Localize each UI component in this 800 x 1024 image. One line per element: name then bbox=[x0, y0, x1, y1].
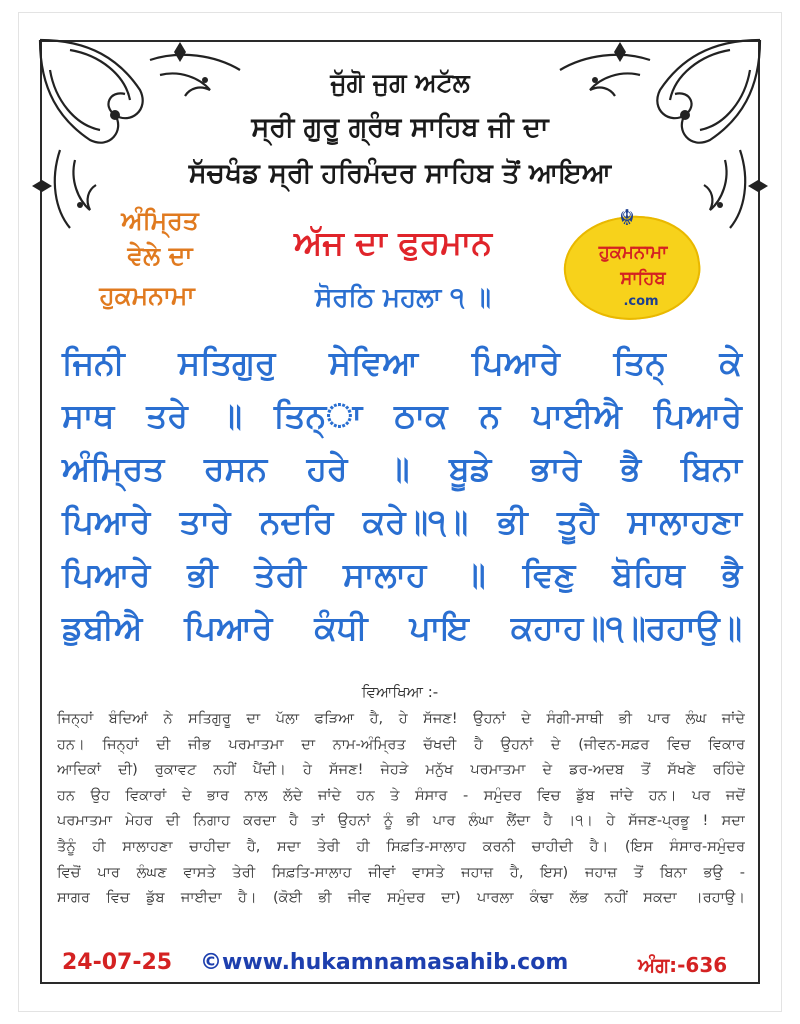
amrit-vele-line-3: ਹੁਕਮਨਾਮਾ bbox=[99, 281, 195, 310]
logo-text-2: ਸਾਹਿਬ bbox=[620, 268, 666, 289]
verse-line: ਡੁਬੀਐ ਪਿਆਰੇ ਕੰਧੀ ਪਾਇ ਕਹਾਹ॥੧॥ਰਹਾਉ॥ bbox=[62, 608, 742, 647]
explanation-line: ਹਨ। ਜਿਨ੍ਹਾਂ ਦੀ ਜੀਭ ਪਰਮਾਤਮਾ ਦਾ ਨਾਮ-ਅੰਮ੍ਰਿਤ ਚੱਖਦੀ ਹੈ ਉਹਨਾਂ ਦੇ (ਜੀਵਨ-ਸਫ਼ਰ ਵਿਚ ਵਿਕਾਰ bbox=[57, 736, 745, 753]
gurbani-verse bbox=[62, 336, 742, 654]
explanation-line: ਵਿਚੋਂ ਪਾਰ ਲੰਘਣ ਵਾਸਤੇ ਤੇਰੀ ਸਿਫ਼ਤਿ-ਸਾਲਾਹ ਜੀਵਾਂ ਵਾਸਤੇ ਜਹਾਜ਼ ਹੈ, ਇਸ) ਜਹਾਜ਼ ਤੋਂ ਬਿਨਾ ਭਉ - bbox=[57, 864, 745, 881]
khanda-icon: ☬ bbox=[619, 206, 635, 231]
verse-line: ਪਿਆਰੇ ਤਾਰੇ ਨਦਰਿ ਕਰੇ॥੧॥ ਭੀ ਤੂਹੈ ਸਾਲਾਹਣਾ bbox=[62, 502, 742, 541]
header-line-3: ਸੱਚਖੰਡ ਸ੍ਰੀ ਹਰਿਮੰਦਰ ਸਾਹਿਬ ਤੋਂ ਆਇਆ bbox=[188, 158, 612, 189]
header-line-1: ਜੁੱਗੋ ਜੁਗ ਅਟੱਲ bbox=[330, 68, 470, 97]
explanation-line: ਆਦਿਕਾਂ ਦੀ) ਰੁਕਾਵਟ ਨਹੀਂ ਪੈਂਦੀ। ਹੇ ਸੱਜਣ! ਜੇਹੜੇ ਮਨੁੱਖ ਪਰਮਾਤਮਾ ਦੇ ਡਰ-ਅਦਬ ਤੋਂ ਸੱਖਣੇ ਰਹਿੰਦੇ bbox=[57, 762, 745, 779]
amrit-vele-line-1: ਅੰਮ੍ਰਿਤ bbox=[121, 206, 199, 235]
explanation-line: ਹਨ ਉਹ ਵਿਕਾਰਾਂ ਦੇ ਭਾਰ ਨਾਲ ਲੱਦੇ ਜਾਂਦੇ ਹਨ ਤੇ ਸੰਸਾਰ - ਸਮੁੰਦਰ ਵਿਚ ਡੁੱਬ ਜਾਂਦੇ ਹਨ। ਪਰ ਜਦੋਂ bbox=[57, 787, 745, 804]
logo-text-1: ਹੁਕਮਨਾਮਾ bbox=[598, 242, 668, 263]
footer-website-link[interactable]: ©www.hukamnamasahib.com bbox=[200, 950, 569, 975]
verse-line: ਅੰਮ੍ਰਿਤ ਰਸਨ ਹਰੇ ॥ ਬੂਡੇ ਭਾਰੇ ਭੈ ਬਿਨਾ bbox=[62, 449, 742, 488]
verse-line: ਸਾਥ ਤਰੇ ॥ ਤਿਨ੍ਾ ਠਾਕ ਨ ਪਾਈਐ ਪਿਆਰੇ bbox=[62, 396, 742, 435]
raag-heading: ਸੋਰਠਿ ਮਹਲਾ ੧ ॥ bbox=[315, 283, 491, 313]
footer-ang-number: ਅੰਗ:-636 bbox=[638, 953, 728, 977]
header-line-2: ਸ੍ਰੀ ਗੁਰੂ ਗ੍ਰੰਥ ਸਾਹਿਬ ਜੀ ਦਾ bbox=[251, 112, 549, 143]
explanation-line: ਜਿਨ੍ਹਾਂ ਬੰਦਿਆਂ ਨੇ ਸਤਿਗੁਰੂ ਦਾ ਪੱਲਾ ਫੜਿਆ ਹੈ, ਹੇ ਸੱਜਣ! ਉਹਨਾਂ ਦੇ ਸੰਗੀ-ਸਾਥੀ ਭੀ ਪਾਰ ਲੰਘ ਜਾਂਦੇ bbox=[57, 711, 745, 727]
explanation-line: ਸਾਗਰ ਵਿਚ ਡੁੱਬ ਜਾਈਦਾ ਹੈ। (ਕੋਈ ਭੀ ਜੀਵ ਸਮੁੰਦਰ ਦਾ) ਪਾਰਲਾ ਕੰਢਾ ਲੱਭ ਨਹੀਂ ਸਕਦਾ ।ਰਹਾਉ। bbox=[57, 890, 745, 907]
vyakhya-label: ਵਿਆਖਿਆ :- bbox=[361, 683, 439, 701]
logo-text-3: .com bbox=[623, 294, 659, 309]
footer-date: 24-07-25 bbox=[62, 950, 173, 975]
amrit-vele-line-2: ਵੇਲੇ ਦਾ bbox=[127, 241, 193, 270]
explanation-line: ਤੈਨੂੰ ਹੀ ਸਾਲਾਹਣਾ ਚਾਹੀਦਾ ਹੈ, ਸਦਾ ਤੇਰੀ ਹੀ ਸਿਫ਼ਤਿ-ਸਾਲਾਹ ਕਰਨੀ ਚਾਹੀਦੀ ਹੈ। (ਇਸ ਸੰਸਾਰ-ਸਮੁੰਦਰ bbox=[57, 838, 745, 855]
explanation-text bbox=[57, 707, 745, 912]
verse-line: ਜਿਨੀ ਸਤਿਗੁਰੁ ਸੇਵਿਆ ਪਿਆਰੇ ਤਿਨ੍ ਕੇ bbox=[62, 343, 742, 382]
today-title: ਅੱਜ ਦਾ ਫੁਰਮਾਨ bbox=[294, 223, 492, 262]
hukamnama-logo bbox=[558, 200, 708, 330]
verse-line: ਪਿਆਰੇ ਭੀ ਤੇਰੀ ਸਾਲਾਹ ॥ ਵਿਣੁ ਬੋਹਿਥ ਭੈ bbox=[62, 555, 742, 594]
explanation-line: ਪਰਮਾਤਮਾ ਮੇਹਰ ਦੀ ਨਿਗਾਹ ਕਰਦਾ ਹੈ ਤਾਂ ਉਹਨਾਂ ਨੂੰ ਭੀ ਪਾਰ ਲੰਘਾ ਲੈਂਦਾ ਹੈ ।੧। ਹੇ ਸੱਜਣ-ਪ੍ਰਭੂ ! ਸਦਾ bbox=[57, 813, 745, 830]
